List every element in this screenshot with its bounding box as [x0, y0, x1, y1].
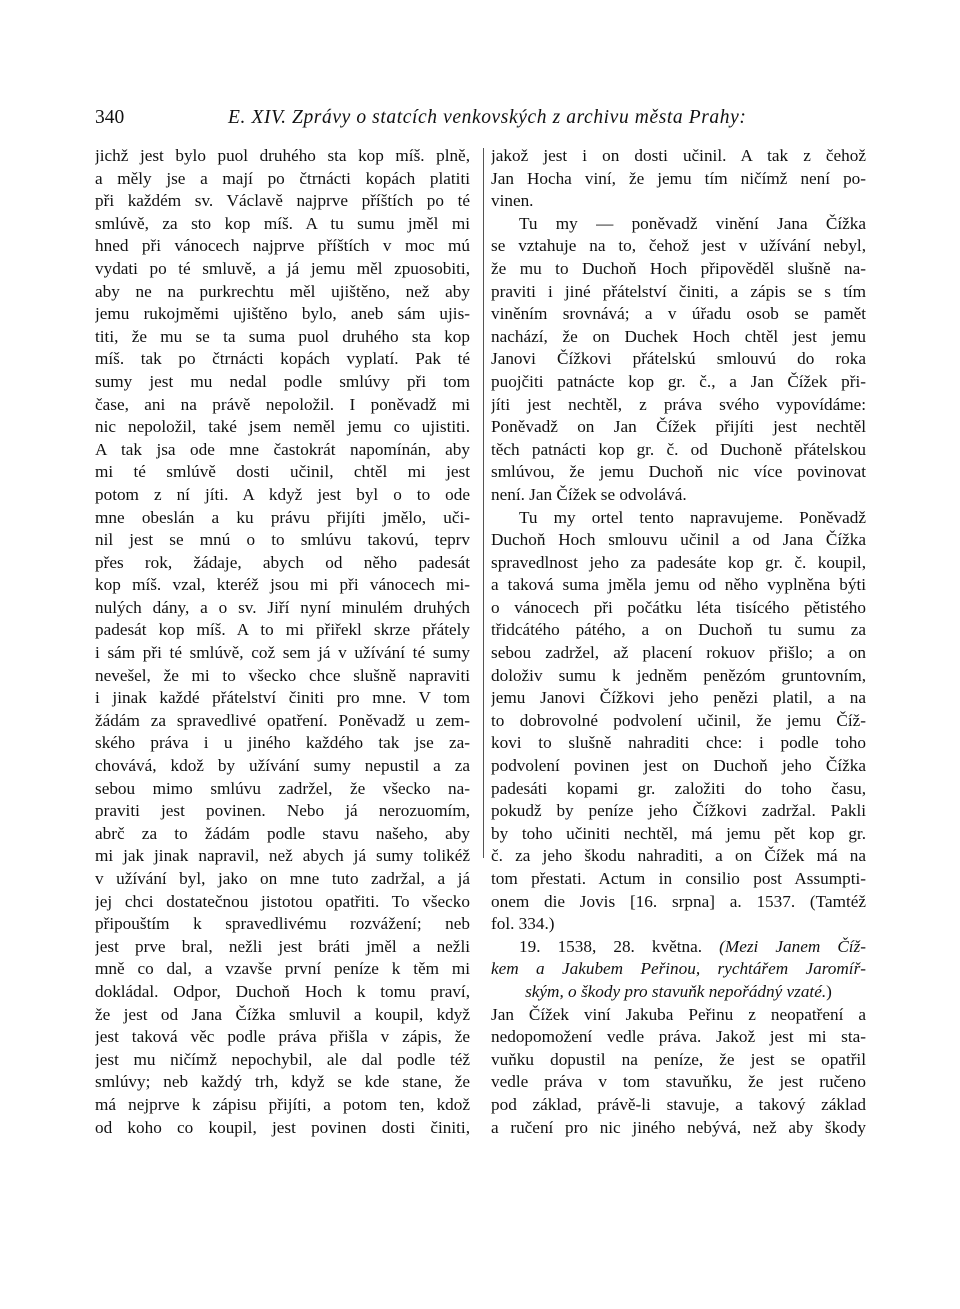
- text-line: jemu rukojměmi ujištěno bylo, aneb sám ujis-: [95, 304, 470, 324]
- text-line: v užívání byl, jako on mne tuto zadržal, a já: [95, 869, 470, 888]
- entry-heading-text: (Mezi Janem Číž-: [719, 936, 866, 956]
- text-line: tom přestati. Actum in consilio post Assumpti-: [491, 869, 866, 888]
- text-line: ského práva i u jiného každého tak jse za-: [95, 733, 470, 753]
- text-line: Duchoň Hoch smlouvu učinil a od Jana Čížka: [491, 530, 866, 550]
- text-line: jej chci dostatečnou jistotou opatřiti. To všecko: [95, 891, 470, 911]
- text-line: i sám při té smlúvě, což sem já v užívání té sumy: [95, 643, 470, 663]
- text-line: vinen.: [491, 191, 534, 211]
- text-line: vedle práva v tom stavuňku, že jest ručeno: [491, 1072, 866, 1092]
- text-line: Poněvadž on Jan Čížek přijíti jest nechtěl: [491, 417, 866, 437]
- text-line: od koho co koupil, jest povinen dosti činiti,: [95, 1117, 470, 1137]
- text-line: nedopomožení vedle práva. Jakož jest mi sta-: [491, 1027, 866, 1047]
- text-line: Tu my ortel tento napravujeme. Poněvadž: [519, 507, 866, 527]
- text-line: jichž jest bylo puol druhého sta kop míš. plně,: [95, 146, 470, 165]
- text-line: kop míš. vzal, kteréž jsou mi při vánocech mi-: [95, 575, 470, 595]
- left-column: [95, 145, 470, 1139]
- text-line: a ručení pro nic jiného nebývá, než aby škody: [491, 1117, 866, 1137]
- text-line: Jan Hocha viní, že jemu tím ničímž není po-: [491, 168, 866, 188]
- text-line: jest prve bral, nežli jest bráti jměl a nežli: [95, 936, 470, 956]
- text-line: Janovi Čížkovi přátelskú smlouvú do roka: [491, 349, 866, 369]
- text-line: praviti i jiné přátelství činiti, a zápis se s tím: [491, 281, 866, 301]
- text-line: padesáti kopami gr. založiti do toho času,: [491, 778, 866, 798]
- text-line: praviti jest povinen. Nebo já nerozuomím,: [95, 801, 470, 821]
- text-line: Jan Čížek viní Jakuba Peřinu z neopatření a: [491, 1004, 866, 1024]
- text-line: těch patnácti kop gr. č. od Duchoně přátelskou: [491, 439, 866, 459]
- text-line: abrč za to žádám podle stavu našeho, aby: [95, 823, 470, 843]
- text-line: jakož jest i on dosti učinil. A tak z čehož: [491, 146, 866, 165]
- text-line: není. Jan Čížek se odvolává.: [491, 484, 687, 504]
- text-line: vydati po té smluvě, a já jemu měl zpuosobiti,: [95, 258, 470, 278]
- text-line: nachází, že on Duchek Hoch chtěl jest jemu: [491, 326, 866, 346]
- entry-heading-line: [491, 958, 866, 981]
- text-line: potom z ní jíti. A když jest byl o to ode: [95, 484, 470, 504]
- text-line: chovává, kdož by užívání sumy nepustil a za: [95, 756, 470, 776]
- text-line: nevešel, že mi to všecko chce slušně napraviti: [95, 665, 470, 685]
- right-column: [491, 145, 866, 1162]
- text-line: a taková suma jměla jemu od něho vyplněna býti: [491, 575, 866, 595]
- text-line: přes rok, žádaje, abych od něho padesát: [95, 552, 470, 572]
- text-line: mi jak jinak napravil, než abych já sumy tolikéž: [95, 846, 470, 866]
- running-title: E. XIV. Zprávy o statcích venkovských z archivu města Prahy:: [228, 107, 747, 128]
- text-line: fol. 334.): [491, 914, 555, 934]
- text-line: viněním srovnává; a v úřadu osob se pamět: [491, 304, 866, 324]
- text-line: A tak jsa ode mne častokrát napomínán, aby: [95, 439, 470, 459]
- text-line: podvolení povinen jest on Duchoň jeho Čížka: [491, 756, 866, 776]
- entry-heading-line: [491, 936, 866, 959]
- column-divider: [483, 148, 484, 858]
- text-line: hned při vánocech najprve příštích v moc mú: [95, 236, 470, 256]
- text-line: spravedlnost jeho za padesáte kop gr. č. koupil,: [491, 552, 866, 572]
- text-line: Tu my — poněvadž vinění Jana Čížka: [519, 213, 866, 233]
- text-line: titi, že mu se ta suma puol druhého sta kop: [95, 326, 470, 346]
- text-line: smlúvě, za sto kop míš. A tu sumu jměl mi: [95, 213, 470, 233]
- text-line: smlúvou, že jemu Duchoň nic více povinovat: [491, 462, 866, 482]
- text-line: jíti jest nechtěl, z práva svého vypovídáme:: [491, 394, 866, 414]
- text-line: č. za jeho škodu nahraditi, a on Čížek má na: [491, 846, 866, 866]
- text-line: mně co dal, a vzavše první peníze k těm mi: [95, 959, 470, 979]
- text-line: a měly jse a mají po čtrnácti kopách platiti: [95, 168, 470, 188]
- entry-heading-text: kem a Jakubem Peřinou, rychtářem Jaromíř-: [491, 959, 866, 979]
- text-line: třidcátého pátého, a on Duchoň tu sumu za: [491, 620, 866, 640]
- text-line: kovi to slušně nahraditi chce: i podle toho: [491, 733, 866, 753]
- text-line: doloživ sumu k jedněm penězóm gruntovním,: [491, 665, 866, 685]
- text-line: při každém sv. Václavě najprve příštích po té: [95, 191, 470, 211]
- text-line: míš. tak po čtrnácti kopách vyplatí. Pak té: [95, 349, 470, 369]
- text-line: mi té smlúvě dosti učinil, chtěl mi jest: [95, 462, 470, 482]
- text-line: mne obeslán a ku právu přijíti jmělo, uči-: [95, 507, 470, 527]
- page-header: [95, 103, 885, 133]
- text-line: že mu to Duchoň Hoch připověděl slušně na-: [491, 258, 866, 278]
- text-line: jemu Janovi Čížkovi jeho penězi platil, a na: [491, 688, 866, 708]
- entry-heading-text: ským, o škody pro stavuňk nepořádný vzaté.: [525, 981, 827, 1001]
- text-line: jest mu ničímž nepochybil, ale dal podle též: [95, 1049, 470, 1069]
- text-line: dokládal. Odpor, Duchoň Hoch k tomu praví,: [95, 981, 470, 1001]
- entry-number: 19. 1538, 28. května.: [519, 936, 703, 956]
- text-line: nulých dány, a o sv. Jiří nyní minulém druhých: [95, 597, 470, 617]
- text-line: sumy jest mu nedal podle smlúvy při tom: [95, 371, 470, 391]
- entry-heading-line: [491, 981, 866, 1004]
- text-line: jest taková věc podle práva přišla v zápis, že: [95, 1027, 470, 1047]
- text-line: žádám za spravedlivé opatření. Poněvadž u zem-: [95, 710, 470, 730]
- text-line: padesát kop míš. A to mi přiřekl skrze přátely: [95, 620, 470, 640]
- text-line: že jest od Jana Čížka smluvil a koupil, když: [95, 1004, 470, 1024]
- text-line: to dobrovolné podvolení učinil, že jemu Číž-: [491, 710, 866, 730]
- text-line: [491, 1139, 866, 1162]
- text-line: má nejprve k zápisu přijíti, a potom ten, kdož: [95, 1094, 470, 1114]
- entry-heading-paren: ): [826, 981, 832, 1001]
- text-line: pokudž by peníze jeho Čížkovi zadržal. Pakli: [491, 801, 866, 821]
- text-line: aby ne na purkrechtu měl ujištěno, než aby: [95, 281, 470, 301]
- text-line: o vánocech při počátku léta tisícého pětistého: [491, 597, 866, 617]
- text-line: sebou zadržel, až placení rokuov přišlo; a on: [491, 643, 866, 663]
- text-line: smlúvy; neb každý trh, když se kde stane, že: [95, 1072, 470, 1092]
- text-line: onem die Jovis [16. srpna] a. 1537. (Tamtéž: [491, 891, 866, 911]
- text-line: se vztahuje na to, čehož jest v užívání nebyl,: [491, 236, 866, 256]
- text-line: sebou mimo smlúvu zadržel, že všecko na-: [95, 778, 470, 798]
- text-line: připouštím k spravedlivému rozvážení; neb: [95, 914, 470, 934]
- page-number: 340: [95, 107, 125, 128]
- text-line: nil jest se mnú o to smlúvu takovú, teprv: [95, 530, 470, 550]
- text-line: vuňku dopustil na peníze, že jest se opatřil: [491, 1049, 866, 1069]
- text-line: nic nepoložil, také jsem neměl jemu co ujistiti.: [95, 417, 470, 437]
- text-line: čase, ani na právě nepoložil. I poněvadž mi: [95, 394, 470, 414]
- text-line: pod základ, právě-li stavuje, a takový základ: [491, 1094, 866, 1114]
- text-line: by toho učiniti nechtěl, má jemu pět kop gr.: [491, 823, 866, 843]
- text-line: puojčiti patnácte kop gr. č., a Jan Čížek při-: [491, 371, 866, 391]
- text-line: i jinak každé přátelství činiti pro mne. V tom: [95, 688, 470, 708]
